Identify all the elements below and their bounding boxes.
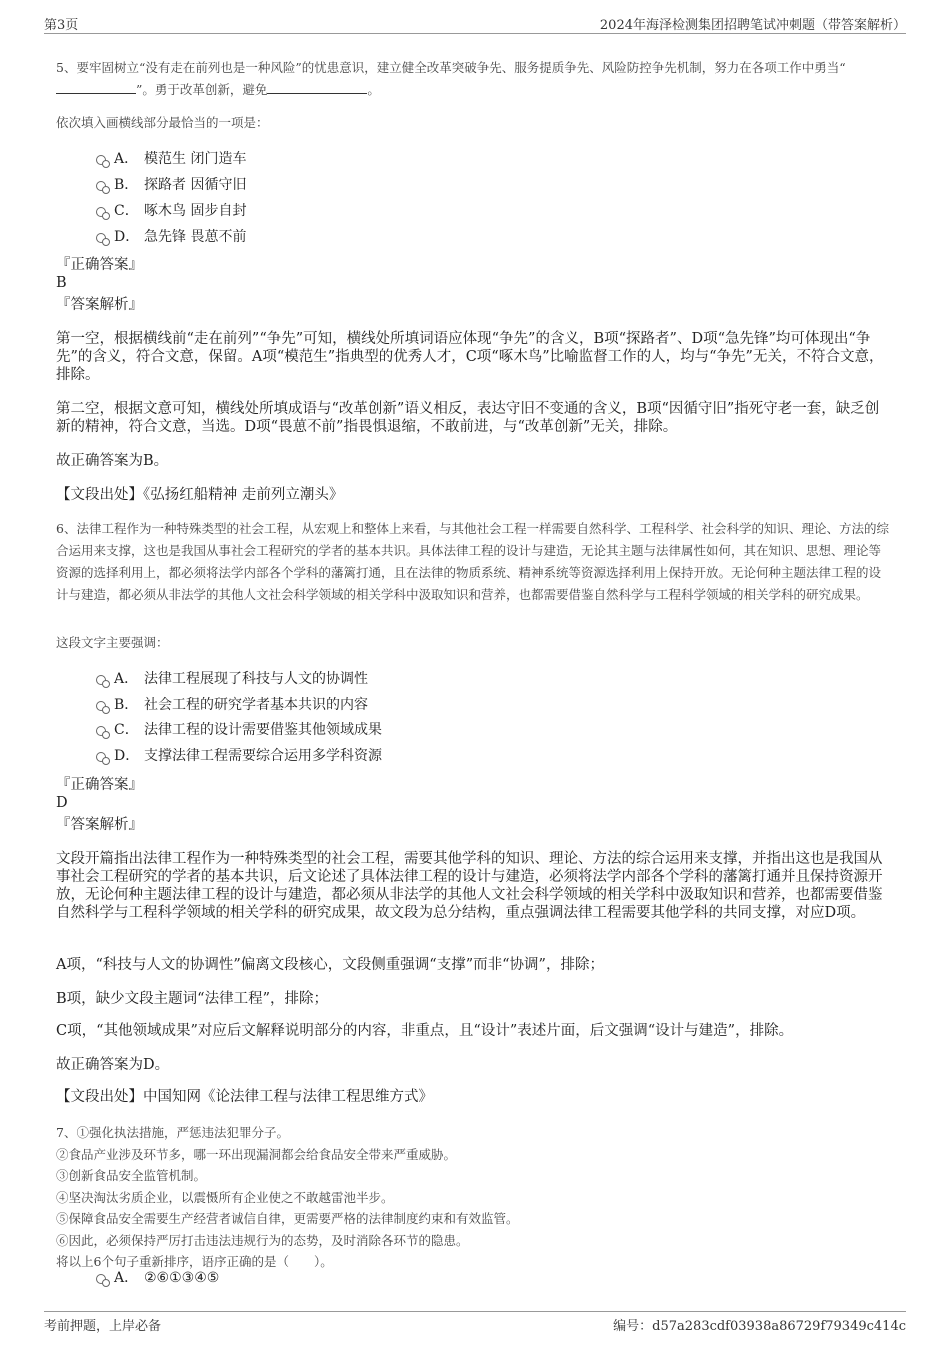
option-text: 支撑法律工程需要综合运用多学科资源 <box>144 748 382 764</box>
option-letter: D． <box>114 229 140 245</box>
q5-analysis-conclusion: 故正确答案为B。 <box>56 453 169 469</box>
q5-option-a[interactable] <box>96 146 496 172</box>
option-letter: B． <box>114 177 139 193</box>
q5-analysis-paragraph: 第二空，根据文意可知，横线处所填成语与“改革创新”语义相反，表达守旧不变通的含义，B项“因循守旧”指死守老一套，缺乏创新的精神，符合文意，当选。D项“畏葸不前”指畏惧退缩，不敢前进，与“改革创新”无关，排除。 <box>56 401 880 435</box>
q6-prompt: 这段文字主要强调： <box>56 635 169 650</box>
option-text: 急先锋 畏葸不前 <box>144 229 247 245</box>
q5-source: 【文段出处】《弘扬红船精神 走前列立潮头》 <box>56 487 344 503</box>
option-letter: A． <box>114 151 139 167</box>
q6-analysis-item-c: C项，“其他领域成果”对应后文解释说明部分的内容，非重点，且“设计”表述片面，后文强调“设计与建造”，排除。 <box>56 1023 794 1039</box>
q5-blank-1 <box>56 81 136 94</box>
radio-icon[interactable] <box>96 207 106 217</box>
radio-icon[interactable] <box>96 233 106 243</box>
q6-analysis-label: 『答案解析』 <box>56 817 143 833</box>
option-text: 法律工程展现了科技与人文的协调性 <box>144 671 368 687</box>
document-title: 2024年海泽检测集团招聘笔试冲刺题（带答案解析） <box>599 18 906 33</box>
option-letter: A． <box>114 1270 139 1286</box>
q6-analysis-item-b: B项，缺少文段主题词“法律工程”，排除； <box>56 991 328 1007</box>
q5-answer-label: 『正确答案』 <box>56 257 143 273</box>
q7-stem <box>56 1122 892 1273</box>
q7-line: ②食品产业涉及环节多，哪一环出现漏洞都会给食品安全带来严重威胁。 <box>56 1146 457 1162</box>
q5-option-d[interactable] <box>96 224 496 250</box>
option-text: 模范生 闭门造车 <box>144 151 247 167</box>
q5-stem-part3: 。 <box>367 82 380 97</box>
radio-icon[interactable] <box>96 726 106 736</box>
q6-option-d[interactable] <box>96 743 596 769</box>
q5-stem-part1: 5、要牢固树立“没有走在前列也是一种风险”的忧患意识，建立健全改革突破争先、服务提质争先、风险防控争先机制，努力在各项工作中勇当“ <box>56 60 846 75</box>
q5-stem <box>56 57 896 101</box>
option-letter: C． <box>114 203 139 219</box>
option-letter: B． <box>114 697 139 713</box>
q6-analysis-item-a: A项，“科技与人文的协调性”偏离文段核心，文段侧重强调“支撑”而非“协调”，排除； <box>56 957 604 973</box>
radio-icon[interactable] <box>96 181 106 191</box>
option-text: ②⑥①③④⑤ <box>144 1270 220 1286</box>
radio-icon[interactable] <box>96 675 106 685</box>
q6-option-b[interactable] <box>96 692 596 718</box>
radio-icon[interactable] <box>96 155 106 165</box>
q6-stem: 6、法律工程作为一种特殊类型的社会工程，从宏观上和整体上来看，与其他社会工程一样需要自然科学、工程科学、社会科学的知识、理论、方法的综合运用来支撑，这也是我国从事社会工程研究的学者的基本共识。具体法律工程的设计与建造，无论其主题与法律属性如何，其在知识、思想、理论等资源的选择利用上，都必须将法学内部各个学科的藩篱打通，且在法律的物质系统、精神系统等资源选择利用上保持开放。无论何种主题法律工程的设计与建造，都必须从非法学的其他人文社会科学领域的相关学科中汲取知识和营养，也都需要借鉴自然科学与工程科学领域的相关学科的研究成果。 <box>56 521 889 602</box>
option-letter: A． <box>114 671 139 687</box>
q5-blank-2 <box>267 81 367 94</box>
q7-prompt: 将以上6个句子重新排序，语序正确的是（ ）。 <box>56 1254 333 1269</box>
q6-option-c[interactable] <box>96 717 596 743</box>
q7-line: ⑤保障食品安全需要生产经营者诚信自律，更需要严格的法律制度约束和有效监管。 <box>56 1211 519 1226</box>
q5-option-c[interactable] <box>96 198 496 224</box>
page-number: 第3页 <box>44 18 79 33</box>
option-letter: C． <box>114 722 139 738</box>
q5-analysis-label: 『答案解析』 <box>56 297 143 313</box>
q5-answer: B <box>56 275 67 291</box>
radio-icon[interactable] <box>96 701 106 711</box>
q6-analysis-conclusion: 故正确答案为D。 <box>56 1057 170 1073</box>
option-text: 啄木鸟 固步自封 <box>144 203 247 219</box>
q7-line: ③创新食品安全监管机制。 <box>56 1168 207 1183</box>
footer-divider <box>44 1311 906 1312</box>
q6-answer-label: 『正确答案』 <box>56 777 143 793</box>
q6-source: 【文段出处】中国知网《论法律工程与法律工程思维方式》 <box>56 1089 433 1105</box>
q5-analysis-paragraph: 第一空，根据横线前“走在前列”“争先”可知，横线处所填词语应体现“争先”的含义，B项“探路者”、D项“急先锋”均可体现出“争先”的含义，符合文意，保留。A项“模范生”指典型的优秀人才，C项“啄木鸟”比喻监督工作的人，均与“争先”无关，不符合文意，排除。 <box>56 331 884 383</box>
q7-line: 7、①强化执法措施，严惩违法犯罪分子。 <box>56 1125 289 1140</box>
q7-line: ④坚决淘汰劣质企业，以震慑所有企业使之不敢越雷池半步。 <box>56 1189 394 1205</box>
option-text: 探路者 因循守旧 <box>144 177 247 193</box>
q7-option-a[interactable] <box>96 1265 496 1291</box>
q5-prompt: 依次填入画横线部分最恰当的一项是： <box>56 115 269 130</box>
q6-answer: D <box>56 795 68 811</box>
q5-stem-part2: ”。勇于改革创新，避免 <box>136 82 268 97</box>
radio-icon[interactable] <box>96 752 106 762</box>
q5-option-b[interactable] <box>96 172 496 198</box>
option-text: 法律工程的设计需要借鉴其他领域成果 <box>144 722 382 738</box>
q6-analysis-paragraph: 文段开篇指出法律工程作为一种特殊类型的社会工程，需要其他学科的知识、理论、方法的综合运用来支撑，并指出这也是我国从事社会工程研究的学者的基本共识，后文论述了具体法律工程的设计与建造，必须将法学内部各个学科的藩篱打通并且保持资源开放，无论何种主题法律工程的设计与建造，都必须从非法学的其他人文社会科学领域的相关学科中汲取知识和营养，也都需要借鉴自然科学与工程科学领域的相关学科的研究成果，故文段为总分结构，重点强调法律工程需要其他学科的共同支撑，对应D项。 <box>56 851 883 921</box>
option-text: 社会工程的研究学者基本共识的内容 <box>144 697 368 713</box>
option-letter: D． <box>114 748 140 764</box>
header-divider <box>44 33 906 34</box>
radio-icon[interactable] <box>96 1274 106 1284</box>
footer-slogan: 考前押题，上岸必备 <box>44 1319 162 1334</box>
q6-option-a[interactable] <box>96 666 596 692</box>
q7-line: ⑥因此，必须保持严厉打击违法违规行为的态势，及时消除各环节的隐患。 <box>56 1232 469 1248</box>
footer-serial: 编号：d57a283cdf03938a86729f79349c414c <box>613 1319 906 1334</box>
